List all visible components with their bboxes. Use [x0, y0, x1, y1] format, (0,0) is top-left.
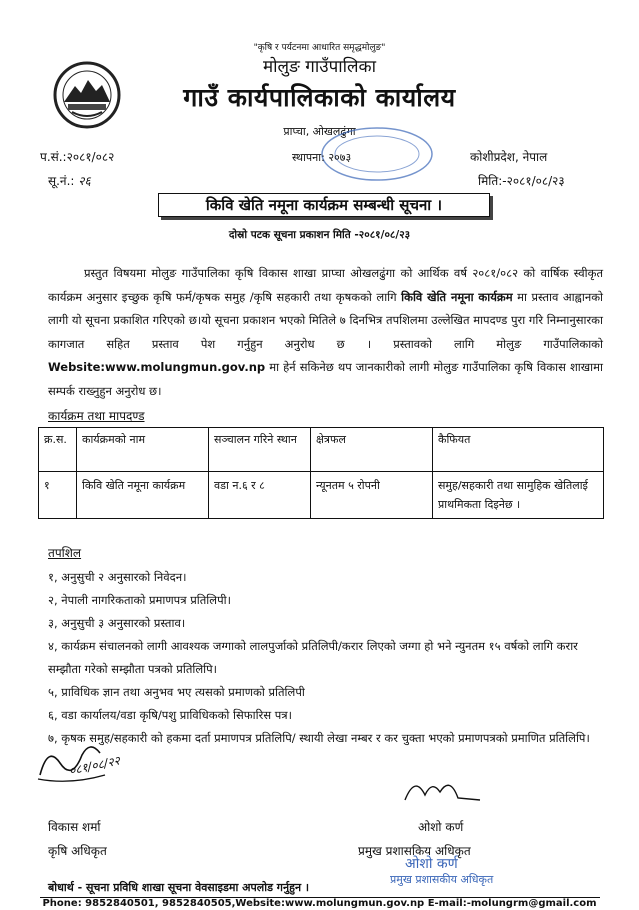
section-details-heading: तपशिल: [48, 546, 82, 560]
signatory-left-role: कृषि अधिकृत: [48, 844, 107, 858]
footer-contact: Phone: 9852840501, 9852840505,Website:www.molungmun.gov.np E-mail:-molungrm@gmail.com: [42, 898, 597, 909]
tagline: "कृषि र पर्यटनमा आधारित समृद्धमोलुङ": [253, 43, 386, 53]
cell-location: वडा न.६ र ८: [209, 472, 311, 519]
list-item: ५, प्राविधिक ज्ञान तथा अनुभव भए त्यसको प्रमाणको प्रतिलिपी: [48, 685, 305, 699]
notice-title: किवि खेति नमूना कार्यक्रम सम्बन्धी सूचना ।: [158, 193, 490, 217]
office-address: प्राप्चा, ओखलढुंगा: [283, 125, 356, 138]
notice-body: [48, 262, 603, 403]
cell-serial: १: [39, 472, 77, 519]
dispatch-number: [48, 172, 91, 189]
signature-date: ०८१/०८/२२: [67, 753, 122, 778]
signatory-right-name: ओशो कर्ण: [418, 820, 464, 834]
body-text-1: प्रस्तुत विषयमा मोलुङ गाउँपालिका कृषि विकास शाखा प्राप्चा ओखलढुंगा को आर्थिक वर्ष २०८१/०८२ को वार्षिक स्वीकृत कार्यक्रम अनुसार इच्छुक कृषि फर्म/कृषक समुह /कृषि सहकारी तथा कृषकको लागि: [48, 266, 603, 304]
notice-paragraph: [48, 262, 603, 403]
list-item: ६, वडा कार्यालय/वडा कृषि/पशु प्राविधिकको सिफारिस पत्र।: [48, 708, 292, 722]
col-location: सञ्चालन गरिने स्थान: [209, 428, 311, 472]
table-header-row: [39, 428, 604, 472]
cc-note: बोधार्थ - सूचना प्रविधि शाखा सूचना वेवसाइडमा अपलोड गर्नुहुन ।: [48, 881, 310, 894]
office-name: गाउँ कार्यपालिकाको कार्यालय: [183, 83, 456, 112]
established-year: स्थापना: २०७३: [292, 151, 352, 164]
dispatch-number-label: सू.नं.:: [48, 174, 75, 188]
stamp-name: ओशो कर्ण: [405, 856, 458, 872]
signature-left: [30, 735, 170, 795]
col-area: क्षेत्रफल: [311, 428, 433, 472]
requirements-list: [48, 566, 608, 750]
dispatch-number-value: २६: [78, 174, 91, 188]
program-table: [38, 427, 604, 519]
province: कोशीप्रदेश, नेपाल: [470, 150, 548, 164]
body-text-3: मा हेर्न सकिनेछ थप जानकारीको लागी मोलुङ गाउँपालिका कृषि विकास शाखामा सम्पर्क राख्नुहुन अनुरोध छ।: [48, 360, 603, 398]
list-item: ४, कार्यक्रम संचालनको लागी आवश्यक जग्गाको लालपुर्जाको प्रतिलिपी/करार लिएको जग्गा हो भने न्युनतम १५ वर्षको लागि करार सम्झौता गरेको सम्झौता पत्रको प्रतिलिपि।: [48, 639, 578, 676]
signatory-right-role: प्रमुख प्रशासकिय अधिकृत: [358, 844, 471, 858]
cell-area: न्यूनतम ५ रोपनी: [311, 472, 433, 519]
col-remarks: कैफियत: [433, 428, 604, 472]
list-item: २, नेपाली नागरिकताको प्रमाणपत्र प्रतिलिपी।: [48, 593, 231, 607]
list-item: ३, अनुसुची ३ अनुसारको प्रस्ताव।: [48, 616, 186, 630]
cell-program: किवि खेति नमूना कार्यक्रम: [77, 472, 209, 519]
reference-number: प.सं.:२०८१/०८२: [40, 150, 115, 164]
list-item: ७, कृषक समुह/सहकारी को हकमा दर्ता प्रमाणपत्र प्रतिलिपि/ स्थायी लेखा नम्बर र कर चुक्ता भएको प्रमाणपत्रको प्रमाणित प्रतिलिपि।: [48, 731, 590, 745]
section-program-heading: कार्यक्रम तथा मापदण्ड: [48, 409, 145, 423]
col-serial: क्र.स.: [39, 428, 77, 472]
table-row: [39, 472, 604, 519]
body-text-2: मा प्रस्ताव आह्वानको लागी यो सूचना प्रकाशित गरिएको छ।यो सूचना प्रकाशन भएको मितिले ७ दिनभित्र तपशिलमा उल्लेखित मापदण्ड पुरा गरि निम्नानुसारका कागजात सहित प्रस्ताव पेश गर्नुहुन अनुरोध छ । प्रस्तावको लागि मोलुङ गाउँपालिकाको: [48, 289, 604, 351]
col-program: कार्यक्रमको नाम: [77, 428, 209, 472]
stamp-role: प्रमुख प्रशासकीय अधिकृत: [390, 873, 494, 886]
website-link[interactable]: Website:www.molungmun.gov.np: [48, 360, 266, 374]
cell-remarks: समुह/सहकारी तथा सामुहिक खेतिलाई प्राथमिकता दिइनेछ ।: [433, 472, 604, 519]
list-item: १, अनुसुची २ अनुसारको निवेदन।: [48, 570, 187, 584]
signature-right: [400, 770, 490, 810]
notice-date: मिति:-२०८१/०८/२३: [478, 174, 565, 188]
municipality-name: मोलुङ गाउँपालिका: [262, 57, 377, 77]
notice-subtitle: दोस्रो पटक सूचना प्रकाशन मिति -२०८१/०८/२३: [228, 229, 411, 241]
signatory-left-name: विकास शर्मा: [48, 820, 101, 834]
program-name-bold: किवि खेति नमूना कार्यक्रम: [401, 289, 513, 304]
